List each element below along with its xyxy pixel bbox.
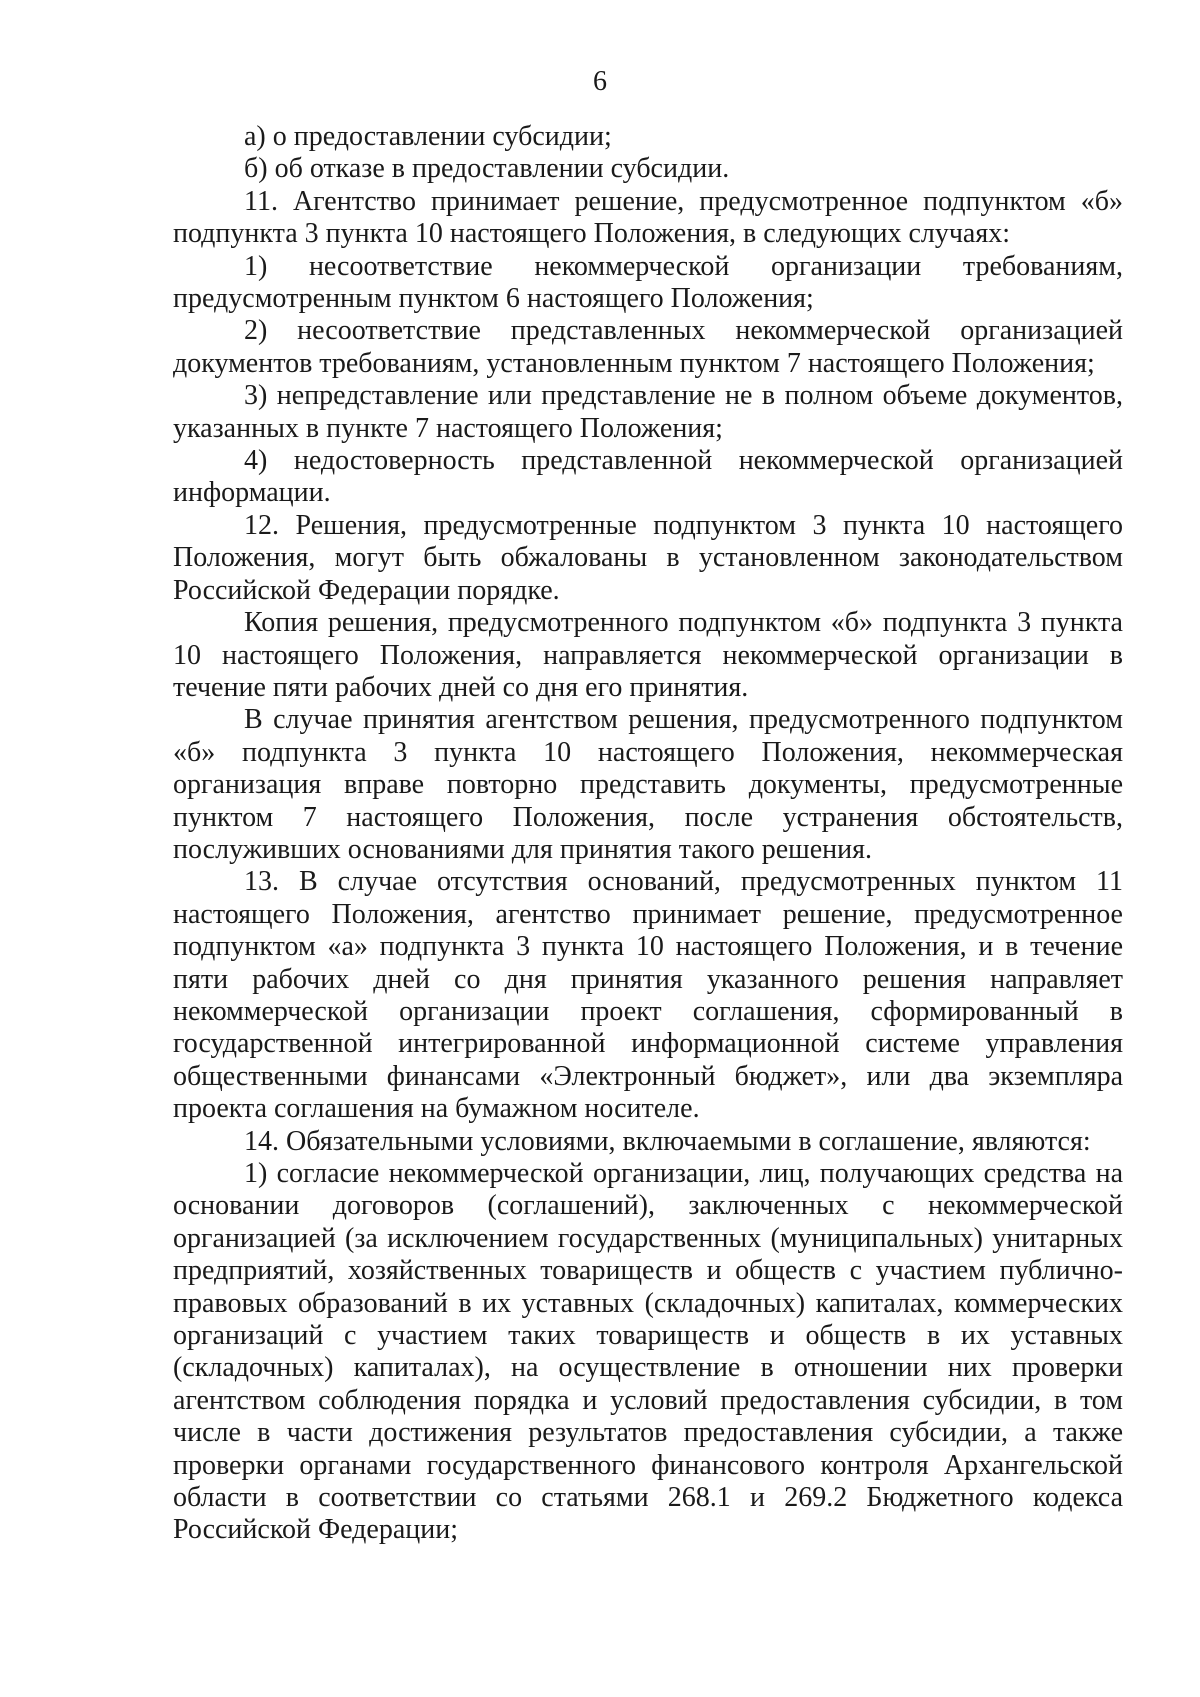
paragraph-item-11-4: 4) недостоверность представленной некоммерческой организацией информации. xyxy=(173,445,1123,509)
paragraph-item-14: 14. Обязательными условиями, включаемыми в соглашение, являются: xyxy=(244,1125,1091,1157)
paragraph-resubmission: В случае принятия агентством решения, предусмотренного подпунктом «б» подпункта 3 пункта 10 настоящего Положения, некоммерческая организация вправе повторно представить документы, предусмотренные пунктом 7 настоящего Положения, после устранения обстоятельств, послуживших основаниями для принятия такого решения. xyxy=(173,704,1123,865)
paragraph-item-11-1: 1) несоответствие некоммерческой организации требованиям, предусмотренным пунктом 6 настоящего Положения; xyxy=(173,250,1123,315)
paragraph-item-13: 13. В случае отсутствия оснований, предусмотренных пунктом 11 настоящего Положения, агентство принимает решение, предусмотренное подпунктом «а» подпункта 3 пункта 10 настоящего Положения, и в течение пяти рабочих дней со дня принятия указанного решения направляет некоммерческой организации проект соглашения, сформированный в государственной интегрированной информационной системе управления общественными финансами «Электронный бюджет», или два экземпляра проекта соглашения на бумажном носителе. xyxy=(173,866,1123,1125)
paragraph-sub-a: а) о предоставлении субсидии; xyxy=(244,121,612,152)
paragraph-item-14-1: 1) согласие некоммерческой организации, лиц, получающих средства на основании договоров (соглашений), заключенных с некоммерческой организацией (за исключением государственных (муниципальных) унитарных предприятий, хозяйственных товариществ и обществ с участием публично-правовых образований в их уставных (складочных) капиталах, коммерческих организаций с участием таких товариществ и обществ в их уставных (складочных) капиталах), на осуществление в отношении них проверки агентством соблюдения порядка и условий предоставления субсидии, в том числе в части достижения результатов предоставления субсидии, а также проверки органами государственного финансового контроля Архангельской области в соответствии со статьями 268.1 и 269.2 Бюджетного кодекса Российской Федерации; xyxy=(173,1158,1123,1546)
paragraph-sub-b: б) об отказе в предоставлении субсидии. xyxy=(244,153,730,185)
paragraph-item-11: 11. Агентство принимает решение, предусмотренное подпунктом «б» подпункта 3 пункта 10 настоящего Положения, в следующих случаях: xyxy=(173,185,1123,250)
paragraph-item-12: 12. Решения, предусмотренные подпунктом 3 пункта 10 настоящего Положения, могут быть обжалованы в установленном законодательством Российской Федерации порядке. xyxy=(173,509,1123,606)
document-body xyxy=(173,121,1123,1547)
page-number: 6 xyxy=(593,66,607,97)
paragraph-item-11-3: 3) непредставление или представление не в полном объеме документов, указанных в пункте 7 настоящего Положения; xyxy=(173,380,1123,444)
paragraph-item-11-2: 2) несоответствие представленных некоммерческой организацией документов требованиям, установленным пунктом 7 настоящего Положения; xyxy=(173,315,1123,379)
paragraph-copy-of-decision: Копия решения, предусмотренного подпунктом «б» подпункта 3 пункта 10 настоящего Положения, направляется некоммерческой организации в течение пяти рабочих дней со дня его принятия. xyxy=(173,607,1123,703)
